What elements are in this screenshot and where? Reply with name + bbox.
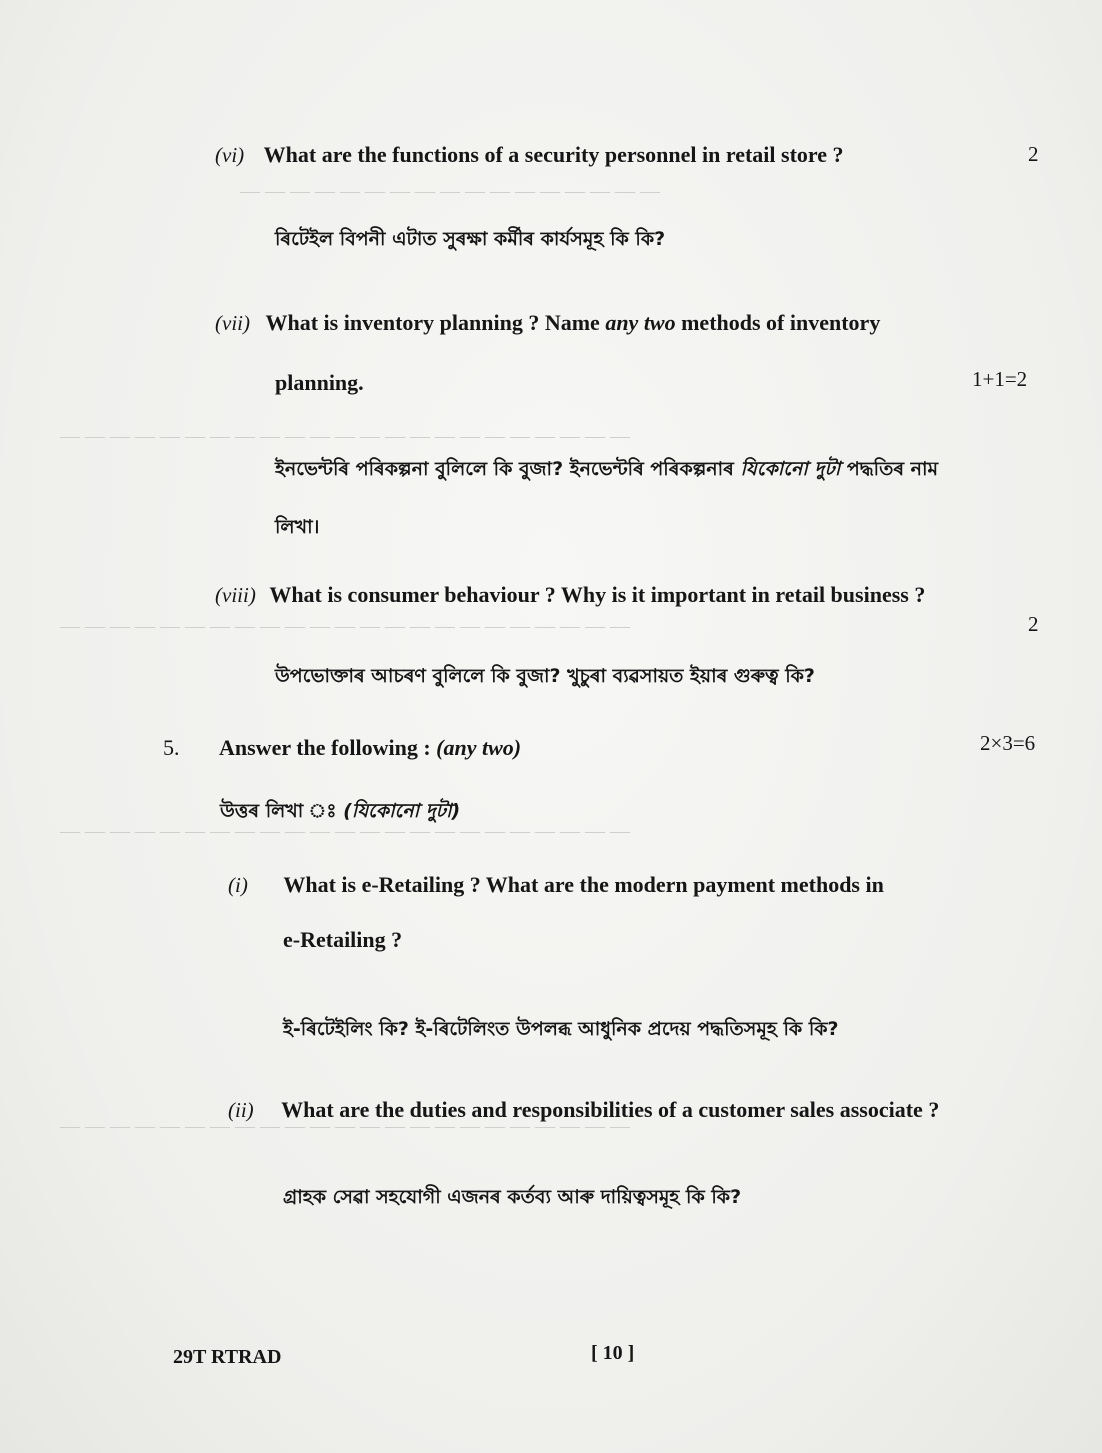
marks: 2: [1028, 612, 1039, 636]
question-vii: [215, 310, 880, 336]
marks: 2×3=6: [980, 731, 1036, 755]
bleed-through-text: — — — — — — — — — — — — — — — — — — — — — — —: [60, 615, 630, 637]
question-translation: ৰিটেইল বিপনী এটাত সুৰক্ষা কৰ্মীৰ কাৰ্যসমূহ কি কি?: [275, 228, 666, 250]
question-5-ii: [228, 1097, 939, 1123]
question-number: (ii): [228, 1098, 254, 1122]
marks: 2: [1028, 142, 1039, 166]
question-translation: উত্তৰ লিখা ঃ (যিকোনো দুটা): [220, 800, 461, 822]
question-translation: ই-ৰিটেইলিং কি? ই-ৰিটেলিংত উপলব্ধ আধুনিক প্ৰদেয় পদ্ধতিসমূহ কি কি?: [283, 1018, 839, 1040]
page-number: [ 10 ]: [591, 1342, 635, 1364]
question-number: 5.: [163, 735, 180, 760]
question-translation: গ্ৰাহক সেৱা সহযোগী এজনৰ কৰ্তব্য আৰু দায়িত্বসমূহ কি কি?: [283, 1186, 742, 1208]
question-text: Answer the following : (any two): [219, 735, 522, 760]
bleed-through-text: — — — — — — — — — — — — — — — — —: [240, 180, 660, 202]
question-number: (vi): [215, 143, 245, 167]
question-translation: ইনভেন্টৰি পৰিকল্পনা বুলিলে কি বুজা? ইনভেন্টৰি পৰিকল্পনাৰ যিকোনো দুটা পদ্ধতিৰ নাম: [275, 458, 939, 480]
question-text: What is e-Retailing ? What are the modern payment methods in: [283, 872, 884, 897]
question-text: What are the functions of a security personnel in retail store ?: [263, 142, 844, 167]
question-number: (i): [228, 873, 248, 897]
question-number: (vii): [215, 311, 250, 335]
question-5-i: [228, 872, 884, 898]
question-text: What are the duties and responsibilities of a customer sales associate ?: [281, 1097, 940, 1122]
question-vi: [215, 142, 844, 168]
question-text: What is inventory planning ? Name any two methods of inventory: [265, 310, 881, 335]
bleed-through-text: — — — — — — — — — — — — — — — — — — — — — — —: [60, 820, 630, 842]
marks: 1+1=2: [972, 367, 1028, 391]
question-text: What is consumer behaviour ? Why is it important in retail business ?: [269, 582, 926, 607]
bleed-through-text: — — — — — — — — — — — — — — — — — — — — — — —: [60, 1115, 630, 1137]
question-translation-line2: লিখা।: [275, 516, 320, 538]
bleed-through-text: — — — — — — — — — — — — — — — — — — — — — — —: [60, 425, 630, 447]
paper-code: 29T RTRAD: [173, 1346, 282, 1368]
question-translation: উপভোক্তাৰ আচৰণ বুলিলে কি বুজা? খুচুৰা ব্যৱসায়ত ইয়াৰ গুৰুত্ব কি?: [275, 665, 815, 687]
question-number: (viii): [215, 583, 256, 607]
question-viii: [215, 582, 925, 608]
question-5: [163, 735, 521, 761]
question-text-line2: e-Retailing ?: [283, 927, 403, 952]
question-text-line2: planning.: [275, 370, 364, 395]
